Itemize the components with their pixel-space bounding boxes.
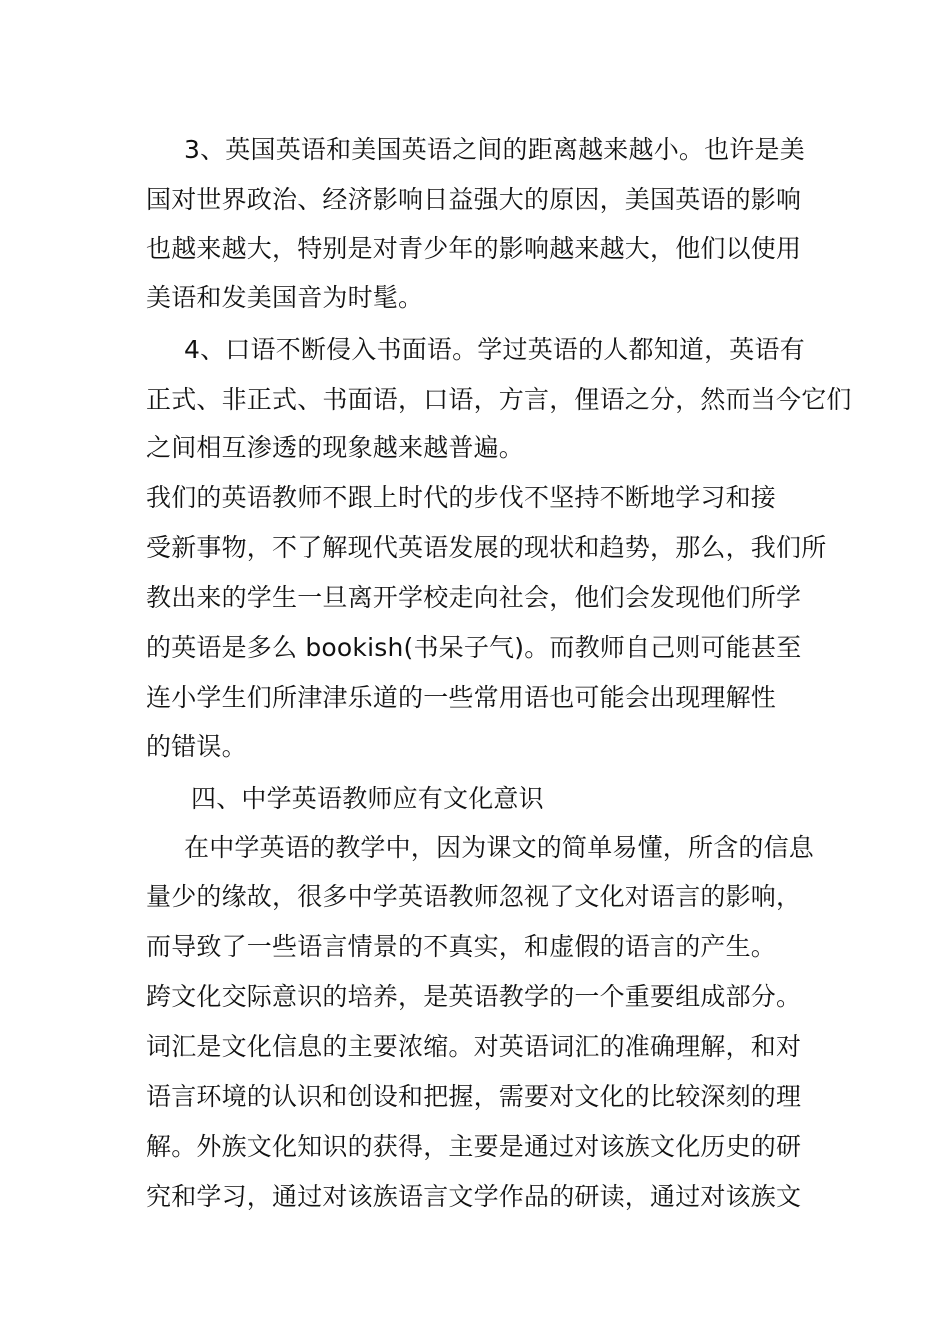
text-line: 正式、非正式、书面语，口语，方言，俚语之分，然而当今它们 xyxy=(146,385,852,414)
text-line: 而导致了一些语言情景的不真实，和虚假的语言的产生。 xyxy=(146,932,777,961)
section-heading: 四、中学英语教师应有文化意识 xyxy=(191,784,544,813)
text-line: 的英语是多么 bookish(书呆子气)。而教师自己则可能甚至 xyxy=(146,633,802,662)
text-line: 受新事物，不了解现代英语发展的现状和趋势，那么，我们所 xyxy=(146,533,827,562)
text-line: 之间相互渗透的现象越来越普遍。 xyxy=(146,433,525,462)
text-line: 我们的英语教师不跟上时代的步伐不坚持不断地学习和接 xyxy=(146,483,777,512)
text-line: 词汇是文化信息的主要浓缩。对英语词汇的准确理解，和对 xyxy=(146,1032,802,1061)
text-line: 3、英国英语和美国英语之间的距离越来越小。也许是美 xyxy=(184,135,805,164)
text-line: 跨文化交际意识的培养，是英语教学的一个重要组成部分。 xyxy=(146,982,802,1011)
text-line: 也越来越大，特别是对青少年的影响越来越大，他们以使用 xyxy=(146,234,802,263)
text-line: 教出来的学生一旦离开学校走向社会，他们会发现他们所学 xyxy=(146,583,802,612)
text-line: 4、口语不断侵入书面语。学过英语的人都知道，英语有 xyxy=(184,335,805,364)
text-line: 解。外族文化知识的获得，主要是通过对该族文化历史的研 xyxy=(146,1132,802,1161)
text-line: 美语和发美国音为时髦。 xyxy=(146,283,424,312)
text-line: 在中学英语的教学中，因为课文的简单易懂，所含的信息 xyxy=(184,833,815,862)
text-line: 的错误。 xyxy=(146,732,247,761)
text-line: 连小学生们所津津乐道的一些常用语也可能会出现理解性 xyxy=(146,683,777,712)
text-line: 量少的缘故，很多中学英语教师忽视了文化对语言的影响， xyxy=(146,882,802,911)
text-line: 究和学习，通过对该族语言文学作品的研读，通过对该族文 xyxy=(146,1182,802,1211)
text-line: 语言环境的认识和创设和把握，需要对文化的比较深刻的理 xyxy=(146,1082,802,1111)
text-line: 国对世界政治、经济影响日益强大的原因，美国英语的影响 xyxy=(146,185,802,214)
